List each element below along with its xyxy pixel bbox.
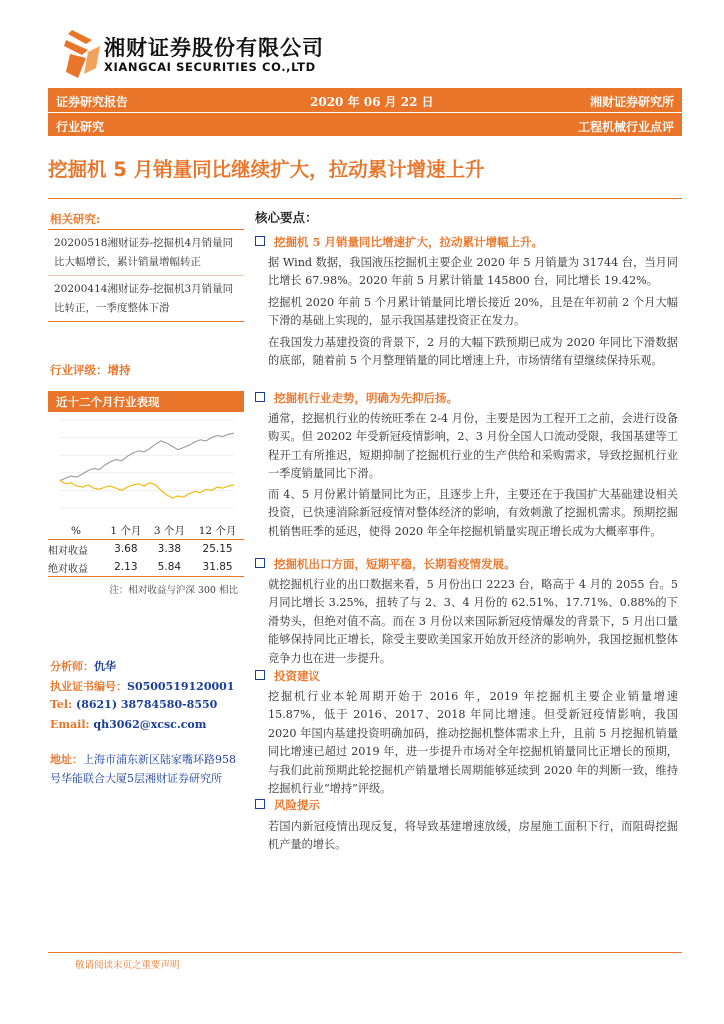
analyst <box>50 658 116 674</box>
table-cell: 3.38 <box>157 543 182 555</box>
certificate <box>50 678 234 694</box>
table-header-cell: % <box>48 522 104 540</box>
email-label: Email: <box>50 718 90 731</box>
telephone-number: (8621) 38784580-8550 <box>76 698 218 711</box>
analyst-name: 仇华 <box>94 660 116 673</box>
certificate-label: 执业证书编号： <box>50 680 127 693</box>
section-heading: 风险提示 <box>255 797 320 813</box>
footer-divider <box>48 952 682 953</box>
industry-rating: 行业评级：增持 <box>50 363 131 377</box>
section-heading: 挖掘机行业走势，明确为先抑后扬。 <box>255 390 458 406</box>
telephone-label: Tel: <box>50 698 73 711</box>
performance-chart <box>48 412 244 518</box>
report-subcategory: 工程机械行业点评 <box>577 120 674 134</box>
performance-heading: 近十二个月行业表现 <box>56 395 160 409</box>
paragraph: 若国内新冠疫情出现反复，将导致基建增速放缓，房屋施工面积下行，而阻碍挖掘机产量的增长。 <box>268 820 678 852</box>
report-title: 挖掘机 5 月销量同比继续扩大，拉动累计增速上升 <box>48 158 485 181</box>
core-points-heading: 核心要点： <box>255 210 318 225</box>
title-divider <box>48 198 682 199</box>
table-header-cell: 1 个月 <box>104 522 148 540</box>
performance-note: 注：相对收益与沪深 300 相比 <box>109 585 238 596</box>
telephone <box>50 698 217 711</box>
company-name-en: XIANGCAI SECURITIES CO.,LTD <box>104 60 316 74</box>
checkbox-bullet-icon <box>255 799 265 809</box>
row-label: 相对收益 <box>48 545 88 557</box>
table-row <box>48 540 244 559</box>
related-research-item[interactable]: 20200518湘财证券-挖掘机4月销量同比大幅增长，累计销量增幅转正 <box>54 237 234 268</box>
address-value: 上海市浦东新区陆家嘴环路958号华能联合大厦5层湘财证券研究所 <box>50 753 236 785</box>
related-research-list <box>48 229 244 322</box>
row-label: 绝对收益 <box>48 558 104 577</box>
table-cell: 25.15 <box>202 543 233 555</box>
paragraph: 据 Wind 数据，我国液压挖掘机主要企业 2020 年 5 月销量为 31744 台，当月同比增长 67.98%。2020 年前 5 月累计销量 145800 台，同比增长 19.42%。 <box>268 256 678 288</box>
report-date: 2020 年 06 月 22 日 <box>310 95 434 109</box>
paragraph: 而 4、5 月份累计销量同比为正，且逐步上升，主要还在于我国扩大基础建设相关投资，已快速消除新冠疫情对整体经济的影响，有效刺激了挖掘机需求。预期挖掘机销售旺季的延迟，使得 2020 年全年挖掘机销量实现正增长成为大概率事件。 <box>268 488 678 538</box>
table-row <box>48 558 244 577</box>
report-type: 证券研究报告 <box>56 95 129 109</box>
address <box>50 750 246 788</box>
table-cell: 5.84 <box>148 558 192 577</box>
paragraph: 在我国发力基建投资的背景下，2 月的大幅下跌预期已成为 2020 年同比下滑数据的底部，随着前 5 个月整理销量的同比增速上升，市场情绪有望继续保持乐观。 <box>268 336 678 368</box>
email-address[interactable]: qh3062@xcsc.com <box>93 718 207 731</box>
checkbox-bullet-icon <box>255 236 265 246</box>
paragraph: 挖掘机 2020 年前 5 个月累计销量同比增长接近 20%，且是在年初前 2 个月大幅下滑的基础上实现的，显示我国基建投资正在发力。 <box>268 296 678 328</box>
performance-heading-bar <box>48 391 244 412</box>
checkbox-bullet-icon <box>255 392 265 402</box>
section-heading: 挖掘机出口方面，短期平稳，长期看疫情发展。 <box>255 556 516 572</box>
chart-series-line <box>60 481 234 499</box>
company-name-cn: 湘财证券股份有限公司 <box>104 36 324 60</box>
table-header-cell: 3 个月 <box>148 522 192 540</box>
analyst-label: 分析师： <box>50 660 94 673</box>
table-cell: 2.13 <box>104 558 148 577</box>
checkbox-bullet-icon <box>255 670 265 680</box>
chart-series-line <box>60 433 234 480</box>
footer-disclaimer: 敬请阅读末页之重要声明 <box>75 960 180 971</box>
header-band-top <box>48 88 682 112</box>
section-heading: 挖掘机 5 月销量同比增速扩大，拉动累计增幅上升。 <box>255 234 543 250</box>
performance-table-header <box>48 522 244 540</box>
certificate-number: S0500519120001 <box>127 680 235 693</box>
paragraph: 通常，挖掘机行业的传统旺季在 2-4 月份，主要是因为工程开工之前，会进行设备购买。但 20202 年受新冠疫情影响，2、3 月份全国人口流动受限，我国基建等工程开工有所推迟，短期抑制了挖掘机行业的生产供给和采购需求，导致挖掘机行业一季度销量同比下滑。 <box>268 412 678 481</box>
checkbox-bullet-icon <box>255 558 265 568</box>
table-cell: 3.68 <box>114 543 138 555</box>
paragraph: 挖掘机行业本轮周期开始于 2016 年，2019 年挖掘机主要企业销量增速 15.87%，低于 2016、2017、2018 年同比增速。但受新冠疫情影响，我国 2020 年国内基建投资明确加码，推动挖掘机整体需求上升，且前 5 月挖掘机销量同比增速已超过 2019 年，进一步提升市场对全年挖掘机销量同比正增长的预期，与我们此前预期此轮挖掘机产销量增长周期能够延续到 2020 年的判断一致，维持挖掘机行业“增持”评级。 <box>268 690 678 796</box>
performance-table <box>48 522 244 577</box>
research-category: 行业研究 <box>56 120 105 134</box>
institute-name: 湘财证券研究所 <box>589 95 674 109</box>
address-label: 地址： <box>50 753 83 766</box>
related-research-item[interactable]: 20200414湘财证券-挖掘机3月销量同比转正，一季度整体下滑 <box>48 275 244 321</box>
email <box>50 718 206 731</box>
header-band-bottom <box>48 113 682 136</box>
table-header-cell: 12 个月 <box>191 522 244 540</box>
related-research-heading: 相关研究: <box>50 212 101 226</box>
paragraph: 就挖掘机行业的出口数据来看，5 月份出口 2223 台，略高于 4 月的 2055 台。5 月同比增长 3.25%，扭转了与 2、3、4 月份的 62.51%、17.71%、0.88%的下滑势头，但绝对值不高。而在 3 月份以来国际新冠疫情爆发的背景下，5 月出口量能够保持同比正增长，除受主要欧美国家开始放开经济的影响外，我国挖掘机整体竞争力也在进一步提升。 <box>268 578 678 665</box>
table-cell: 31.85 <box>191 558 244 577</box>
section-heading: 投资建议 <box>255 668 320 684</box>
company-logo-icon <box>62 28 102 80</box>
